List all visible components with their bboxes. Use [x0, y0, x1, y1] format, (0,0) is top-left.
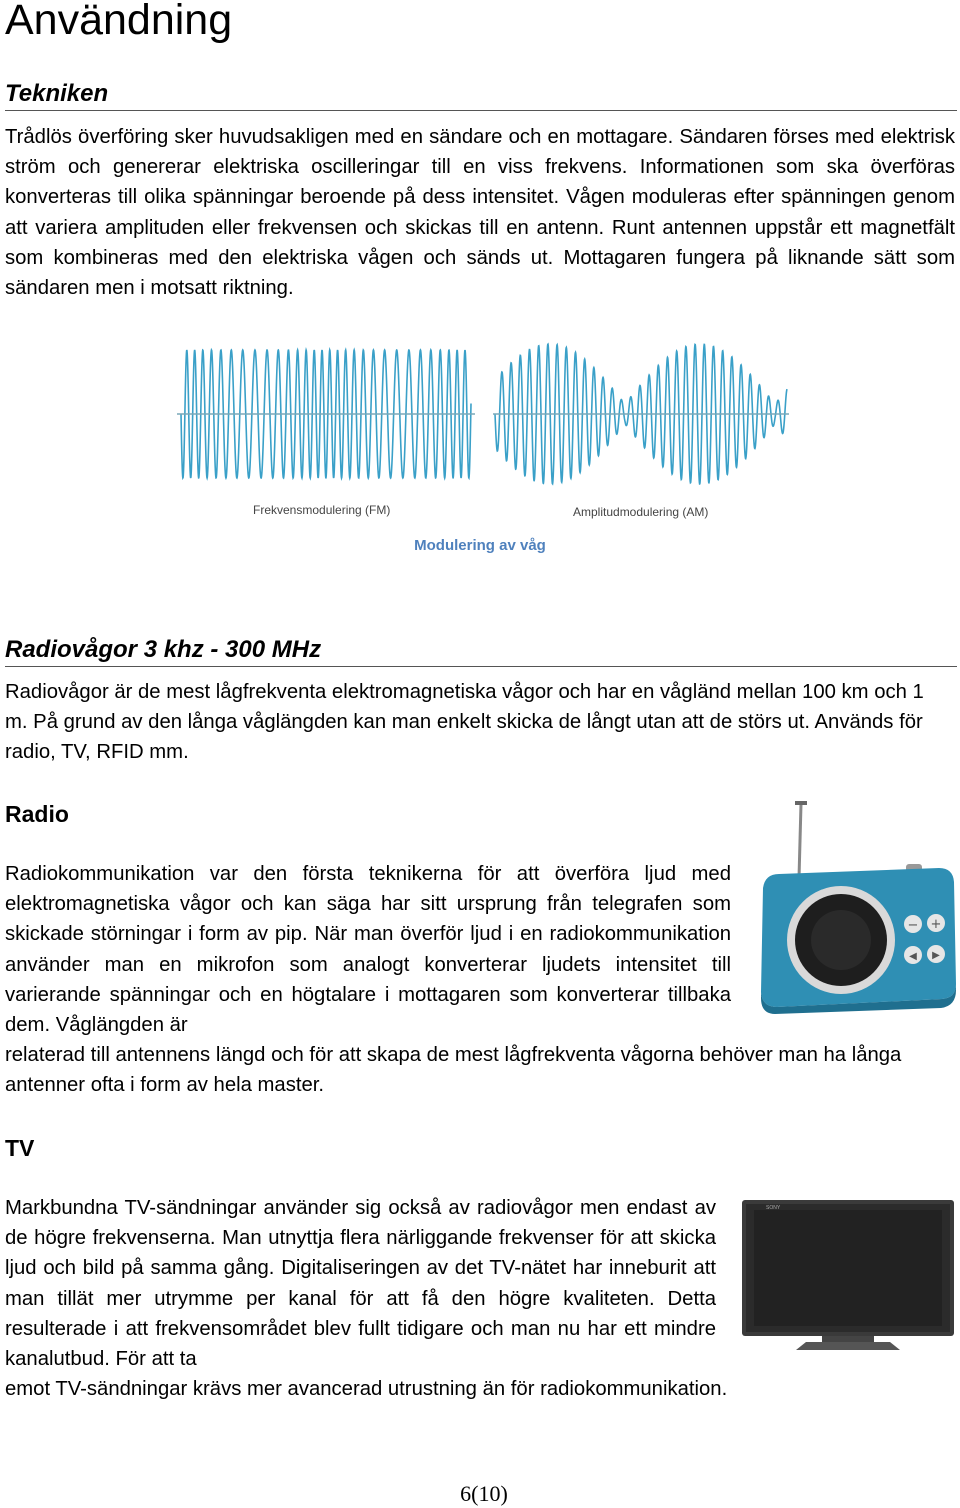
paragraph-tv-continued: emot TV-sändningar krävs mer avancerad utrustning än för radiokommunikation.	[5, 1378, 728, 1400]
tv-stand	[796, 1342, 900, 1350]
paragraph-radio-wrapped: Radiokommunikation var den första teknikerna för att överföra ljud med elektromagnetiska vågor och kan säga har sitt ursprung från telegrafen som skickade störningar i form av pip. När man överför ljud i en radiokommunikation använder man en mikrofon som analogt konverterar ljudets intensitet till varierande spänningar och en högtalare i mottagaren som konverterar tillbaka dem. Våglängden är	[5, 863, 731, 1037]
page-title: Användning	[5, 0, 233, 44]
figure-caption: Modulering av våg	[414, 537, 546, 554]
section-heading-tekniken: Tekniken	[5, 78, 957, 111]
tv-brand: SONY	[766, 1205, 781, 1211]
paragraph-radio-continued: relaterad till antennens längd och för att skapa de mest lågfrekventa vågorna behöver man ha långa antenner ofta i form av hela master.	[5, 1044, 902, 1097]
tv-image	[740, 1196, 958, 1358]
subheading-radio: Radio	[5, 801, 69, 827]
document-page	[5, 0, 955, 1507]
tv-screen	[754, 1210, 942, 1326]
subheading-tv: TV	[5, 1135, 35, 1161]
svg-text:▶: ▶	[932, 950, 940, 961]
fm-label: Frekvensmodulering (FM)	[253, 503, 391, 517]
svg-text:◀: ◀	[909, 951, 917, 962]
paragraph-tekniken: Trådlös överföring sker huvudsakligen med en sändare och en mottagare. Sändaren förses med elektrisk ström och genererar elektriska oscilleringar till en viss frekvens. Informationen som ska överföras konverteras till olika spänningar beroende på dess intensitet. Vågen moduleras efter spänningen genom att variera amplituden eller frekvensen och skickas till en antenn. Runt antennen uppstår ett magnetfält som kombineras med den elektriska vågen och sänds ut. Mottagaren fungera på liknande sätt som sändaren men i motsatt riktning.	[5, 126, 955, 300]
paragraph-radiovagor: Radiovågor är de mest lågfrekventa elektromagnetiska vågor och har en vågländ mellan 100 km och 1 m. På grund av den långa våglängden kan man enkelt skicka de långt utan att de störs ut. Används för radio, TV, RFID mm.	[5, 681, 924, 764]
svg-text:−: −	[907, 918, 919, 933]
section-heading-radiovagor: Radiovågor 3 khz - 300 MHz	[5, 634, 957, 667]
page-number: 6(10)	[460, 1481, 508, 1506]
modulation-waves-image	[175, 340, 795, 525]
tv-neck	[822, 1336, 874, 1343]
radio-antenna	[799, 804, 801, 878]
radio-image	[753, 798, 958, 1016]
am-label: Amplitudmodulering (AM)	[573, 505, 709, 519]
modulation-figure	[175, 340, 795, 525]
paragraph-tv-wrapped: Markbundna TV-sändningar använder sig också av radiovågor men endast av de högre frekvenserna. Man utnyttja flera närliggande frekvenser för att skicka ljud och bild på samma gång. Digitaliseringen av det TV-nätet har inneburit att man tillät mer utrymme per kanal för att få den högre kvaliteten. Detta resulterade i att frekvensområdet blev fullt tidigare och man nu har ett mindre kanalutbud. För att ta	[5, 1197, 716, 1371]
svg-text:+: +	[930, 917, 942, 932]
